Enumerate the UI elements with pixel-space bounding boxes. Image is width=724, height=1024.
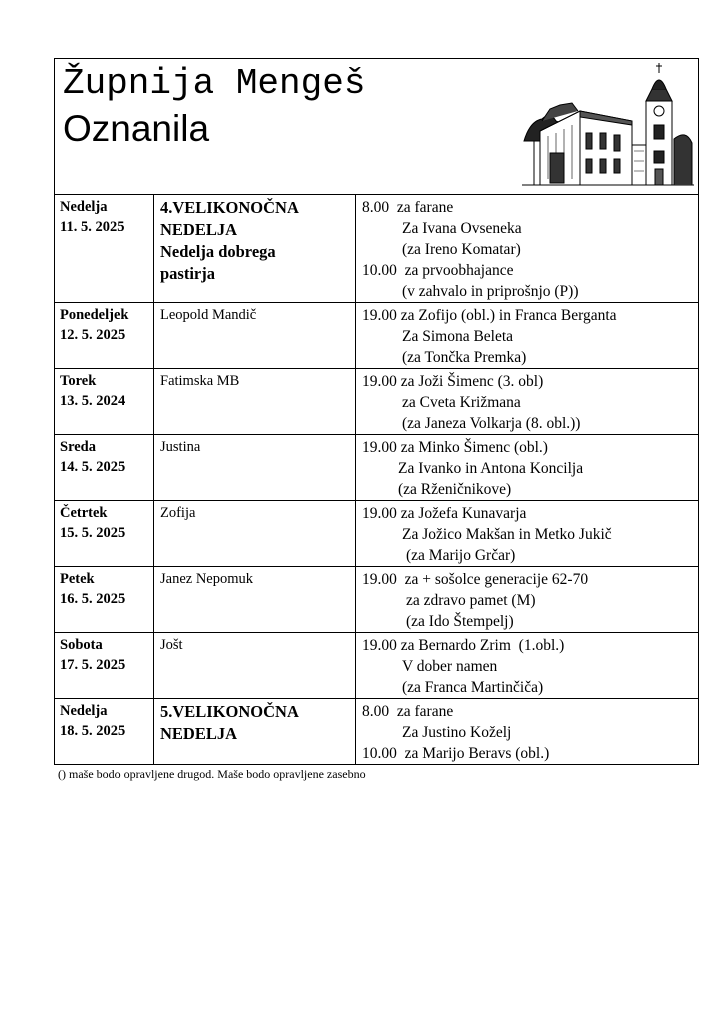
feast-cell (154, 303, 356, 369)
feast-name: Jošt (160, 637, 183, 653)
footer-note: () maše bodo opravljene drugod. Maše bodo opravljene zasebno (58, 767, 366, 781)
feast-cell (154, 699, 356, 765)
mass-intention: Za Justino Koželj (402, 724, 512, 741)
masses-cell (356, 501, 699, 567)
masses-cell (356, 369, 699, 435)
feast-cell (154, 369, 356, 435)
day-cell (55, 195, 154, 303)
mass-intention: V dober namen (402, 658, 498, 675)
masses-cell (356, 699, 699, 765)
feast-name: NEDELJA (160, 724, 238, 743)
feast-name: Nedelja dobrega (160, 242, 276, 261)
mass-intention: 8.00 za farane (362, 199, 454, 216)
mass-intention: 19.00 za Minko Šimenc (obl.) (362, 439, 548, 456)
mass-intention: (za Rženičnikove) (398, 481, 512, 498)
date: 16. 5. 2025 (60, 591, 126, 607)
mass-intention: (v zahvalo in priprošnjo (P)) (402, 283, 579, 300)
mass-intention: za zdravo pamet (M) (406, 592, 536, 609)
date: 14. 5. 2025 (60, 459, 126, 475)
date: 15. 5. 2025 (60, 525, 126, 541)
masses-cell (356, 633, 699, 699)
mass-intention: 8.00 za farane (362, 703, 454, 720)
feast-name: Janez Nepomuk (160, 571, 254, 587)
feast-name: Fatimska MB (160, 373, 240, 389)
feast-name: Leopold Mandič (160, 307, 257, 323)
schedule-row (55, 567, 699, 633)
mass-intention: 10.00 za prvoobhajance (362, 262, 514, 279)
date: 13. 5. 2024 (60, 393, 126, 409)
mass-intention: 19.00 za Joži Šimenc (3. obl) (362, 373, 544, 390)
feast-cell (154, 435, 356, 501)
feast-name: pastirja (160, 264, 215, 283)
mass-intention: 10.00 za Marijo Beravs (obl.) (362, 745, 550, 762)
day-name: Sobota (60, 637, 103, 653)
schedule-row (55, 633, 699, 699)
schedule-row (55, 435, 699, 501)
day-cell (55, 303, 154, 369)
mass-intention: 19.00 za Jožefa Kunavarja (362, 505, 527, 522)
parish-title: Župnija Mengeš (63, 63, 366, 104)
schedule-row (55, 369, 699, 435)
mass-intention: (za Janeza Volkarja (8. obl.)) (402, 415, 581, 432)
day-cell (55, 567, 154, 633)
day-cell (55, 501, 154, 567)
mass-intention: Za Ivanko in Antona Koncilja (398, 460, 584, 477)
feast-name: Zofija (160, 505, 196, 521)
announcements-sheet (54, 58, 699, 781)
feast-name: 5.VELIKONOČNA (160, 702, 299, 721)
day-name: Torek (60, 373, 97, 389)
feast-cell (154, 633, 356, 699)
mass-schedule-table (54, 194, 699, 765)
day-name: Sreda (60, 439, 96, 455)
mass-intention: (za Ido Štempelj) (406, 613, 514, 630)
feast-cell (154, 567, 356, 633)
mass-intention: (za Franca Martinčiča) (402, 679, 544, 696)
page-title: Oznanila (63, 108, 210, 149)
mass-intention: 19.00 za Bernardo Zrim (1.obl.) (362, 637, 565, 654)
feast-name: NEDELJA (160, 220, 238, 239)
feast-name: 4.VELIKONOČNA (160, 198, 299, 217)
day-name: Nedelja (60, 703, 108, 719)
mass-intention: za Cveta Križmana (402, 394, 521, 411)
church-illustration (520, 61, 696, 189)
masses-cell (356, 435, 699, 501)
day-name: Petek (60, 571, 95, 587)
date: 18. 5. 2025 (60, 723, 126, 739)
masses-cell (356, 567, 699, 633)
day-cell (55, 369, 154, 435)
header (54, 58, 699, 194)
date: 17. 5. 2025 (60, 657, 126, 673)
feast-name: Justina (160, 439, 201, 455)
schedule-row (55, 699, 699, 765)
mass-intention: (za Tončka Premka) (402, 349, 527, 366)
mass-intention: 19.00 za Zofijo (obl.) in Franca Berganta (362, 307, 617, 324)
masses-cell (356, 303, 699, 369)
day-cell (55, 435, 154, 501)
mass-intention: Za Ivana Ovseneka (402, 220, 522, 237)
day-cell (55, 633, 154, 699)
masses-cell (356, 195, 699, 303)
date: 11. 5. 2025 (60, 219, 125, 235)
mass-intention: Za Simona Beleta (402, 328, 514, 345)
date: 12. 5. 2025 (60, 327, 126, 343)
day-name: Četrtek (60, 505, 108, 521)
mass-intention: Za Jožico Makšan in Metko Jukič (402, 526, 612, 543)
schedule-row (55, 195, 699, 303)
day-name: Nedelja (60, 199, 108, 215)
day-cell (55, 699, 154, 765)
schedule-row (55, 501, 699, 567)
mass-intention: (za Ireno Komatar) (402, 241, 521, 258)
mass-intention: 19.00 za + sošolce generacije 62-70 (362, 571, 589, 588)
schedule-row (55, 303, 699, 369)
feast-cell (154, 501, 356, 567)
feast-cell (154, 195, 356, 303)
mass-intention: (za Marijo Grčar) (406, 547, 516, 564)
day-name: Ponedeljek (60, 307, 129, 323)
